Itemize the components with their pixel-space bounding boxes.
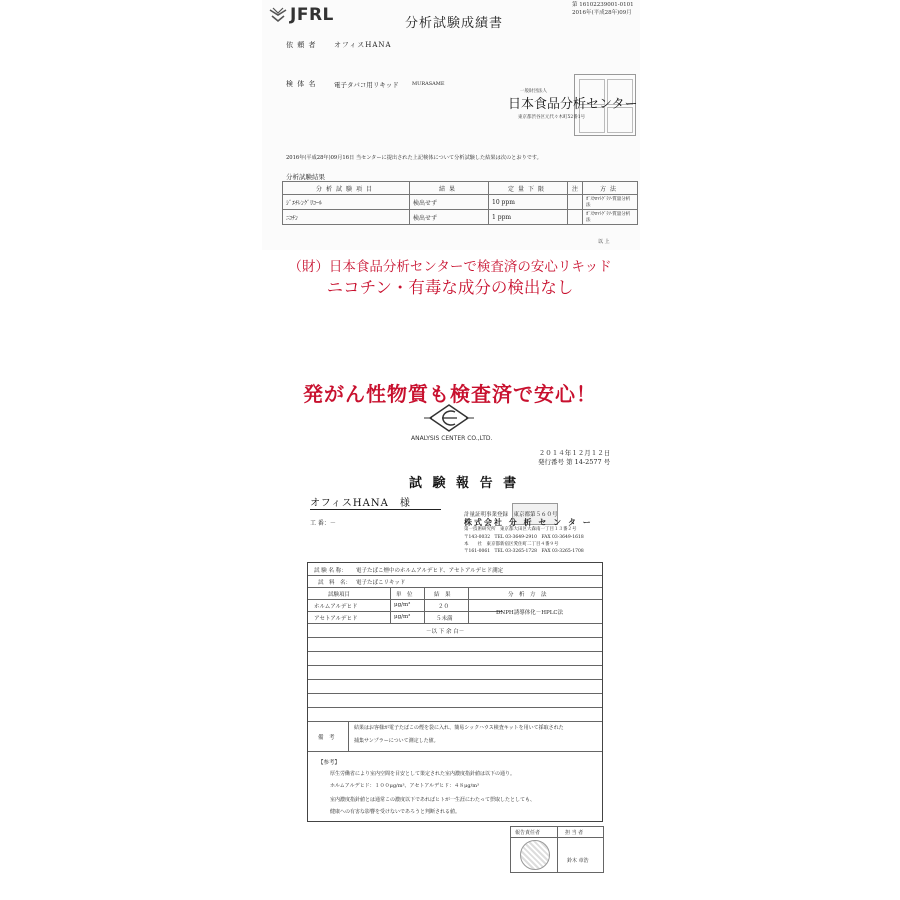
reference-line-1: 厚生労働省により室内空間を目安として策定された室内濃度指針値は以下の通り。 — [330, 771, 516, 777]
report-date: ２０１４年１２月１２日 — [538, 449, 611, 457]
row-note — [568, 210, 583, 225]
center-address: 東京都渋谷区元代々木町52番1号 — [518, 115, 586, 120]
promo-line-2: ニコチン・有毒な成分の検出なし — [326, 278, 574, 297]
row-note — [568, 195, 583, 210]
responsible-label: 報告責任者 — [515, 830, 541, 836]
row-method: ｶﾞｽｸﾛﾏﾄｸﾞﾗﾌ-質量分析法 — [583, 210, 638, 225]
table-header-row — [283, 182, 638, 195]
report-date-block — [538, 449, 610, 467]
jfrl-logo-text: JFRL — [290, 5, 334, 25]
reference-line-4: 健康への有害な影響を受けないであろうと判断される値。 — [330, 809, 461, 815]
issuer-address-4: 〒161-0061 TEL 03-3265-1728 FAX 03-3265-1708 — [464, 549, 584, 555]
issue-number: 発行番号 第 14-2577 号 — [538, 458, 611, 466]
jfrl-emblem-icon — [268, 6, 288, 24]
remarks-line-1: 結果はお客様が電子たばこの煙を袋に入れ、簡易シックハウス検査キットを用いて採取された — [354, 725, 564, 731]
row-unit: μg/m³ — [394, 602, 411, 608]
issuer-address-3: 本 社 東京都新宿区愛住町二丁目４番９号 — [464, 541, 559, 547]
sample-brand: MURASAME — [412, 81, 445, 87]
center-name: 日本食品分析センター — [508, 97, 638, 112]
responsible-seal-icon — [520, 840, 550, 870]
test-name-value: 電子たばこ煙中のホルムアルデヒド、アセトアルデヒド測定 — [356, 568, 504, 574]
header-result: 結果 — [410, 182, 489, 195]
sample-value: 電子タバコ用リキッド — [334, 81, 399, 89]
row-item: アセトアルデヒド — [314, 616, 358, 622]
client-value: オフィスHANA — [334, 41, 392, 49]
row-item: ホルムアルデヒド — [314, 604, 358, 610]
row-item: ｼﾞｴﾁﾚﾝｸﾞﾘｺｰﾙ — [283, 195, 410, 210]
jfrl-logo — [268, 5, 334, 25]
reference-title: 【参考】 — [318, 760, 341, 766]
promo-line-3: 発がん性物質も検査済で安心！ — [303, 382, 597, 406]
sample-name-label: 試 料 名： — [318, 580, 352, 586]
row-result: 検出せず — [410, 210, 489, 225]
sample-label: 検 体 名 — [286, 80, 317, 88]
certificate-date: 2016年(平成28年)09月 — [572, 10, 632, 16]
certificate-number-block — [572, 1, 634, 17]
certificate-title: 分析試験成績書 — [405, 16, 504, 31]
certificate-number: 第 16102239001-0101 — [572, 2, 634, 8]
col-header-result: 結 果 — [434, 592, 451, 598]
row-unit: μg/m³ — [394, 614, 411, 620]
blank-marker: －以 下 余 白－ — [426, 629, 465, 635]
report-title: 試 験 報 告 書 — [409, 476, 520, 491]
header-item: 分析試験項目 — [283, 182, 410, 195]
company-name-en: ANALYSIS CENTER CO.,LTD. — [411, 435, 493, 442]
remarks-line-2: 捕集サンプラーについて測定した値。 — [354, 738, 439, 744]
center-type: 一般財団法人 — [520, 89, 547, 94]
row-result: 検出せず — [410, 195, 489, 210]
staff-name: 鈴木 章浩 — [567, 858, 589, 864]
header-method: 方法 — [583, 182, 638, 195]
row-method: ｶﾞｽｸﾛﾏﾄｸﾞﾗﾌ-質量分析法 — [583, 195, 638, 210]
col-header-item: 試験項目 — [328, 592, 351, 598]
issuer-address-2: 〒143-0032 TEL 03-3649-2910 FAX 03-3649-1618 — [464, 534, 584, 540]
test-name-label: 試 験 名 称： — [314, 568, 347, 574]
row-result: ５未満 — [436, 616, 453, 622]
table-row — [283, 210, 638, 225]
issuer-block — [464, 512, 593, 555]
report-table — [307, 562, 603, 822]
issuer-name: 株式会社 分 析 セ ン タ ー — [464, 517, 593, 528]
remarks-label: 備 考 — [318, 735, 335, 741]
report-client: オフィスHANA 様 — [310, 494, 441, 510]
end-mark: 以 上 — [598, 239, 610, 245]
staff-label: 担 当 者 — [565, 830, 584, 836]
row-result: ２０ — [438, 604, 450, 610]
header-limit: 定量下限 — [489, 182, 568, 195]
row-limit: 1 ppm — [489, 210, 568, 225]
issuer-address-1: 第一技術研究所 東京都大田区大森南一丁目１３番２号 — [464, 527, 577, 533]
reference-line-3: 室内濃度指針値とは通常この濃度以下であればヒトが一生涯にわたって摂取したとしても、 — [330, 797, 536, 803]
reference-line-2: ホルムアルデヒド：１００μg/m³、アセトアルデヒド：４８μg/m³ — [330, 783, 479, 789]
work-number: 工 番：－ — [310, 520, 336, 527]
sample-name-value: 電子たばこリキッド — [356, 580, 406, 586]
results-table — [282, 181, 638, 225]
promo-line-1: （財）日本食品分析センターで検査済の安心リキッド — [288, 259, 612, 275]
col-header-unit: 単 位 — [396, 592, 413, 598]
col-header-method: 分 析 方 法 — [508, 592, 547, 598]
client-label: 依 頼 者 — [286, 41, 317, 49]
header-note: 注 — [568, 182, 583, 195]
analysis-center-logo-icon — [424, 403, 474, 433]
results-heading: 分析試験結果 — [286, 173, 325, 181]
analysis-method: DNPH誘導体化－HPLC法 — [496, 610, 564, 616]
row-item: ﾆｺﾁﾝ — [283, 210, 410, 225]
issuer-registration: 計量証明事業登録 東京都第５６０号 — [464, 512, 558, 518]
row-limit: 10 ppm — [489, 195, 568, 210]
table-row — [283, 195, 638, 210]
intro-text: 2016年(平成28年)09月16日 当センターに提出された上記検体について分析試験した結果は次のとおりです。 — [286, 155, 542, 161]
